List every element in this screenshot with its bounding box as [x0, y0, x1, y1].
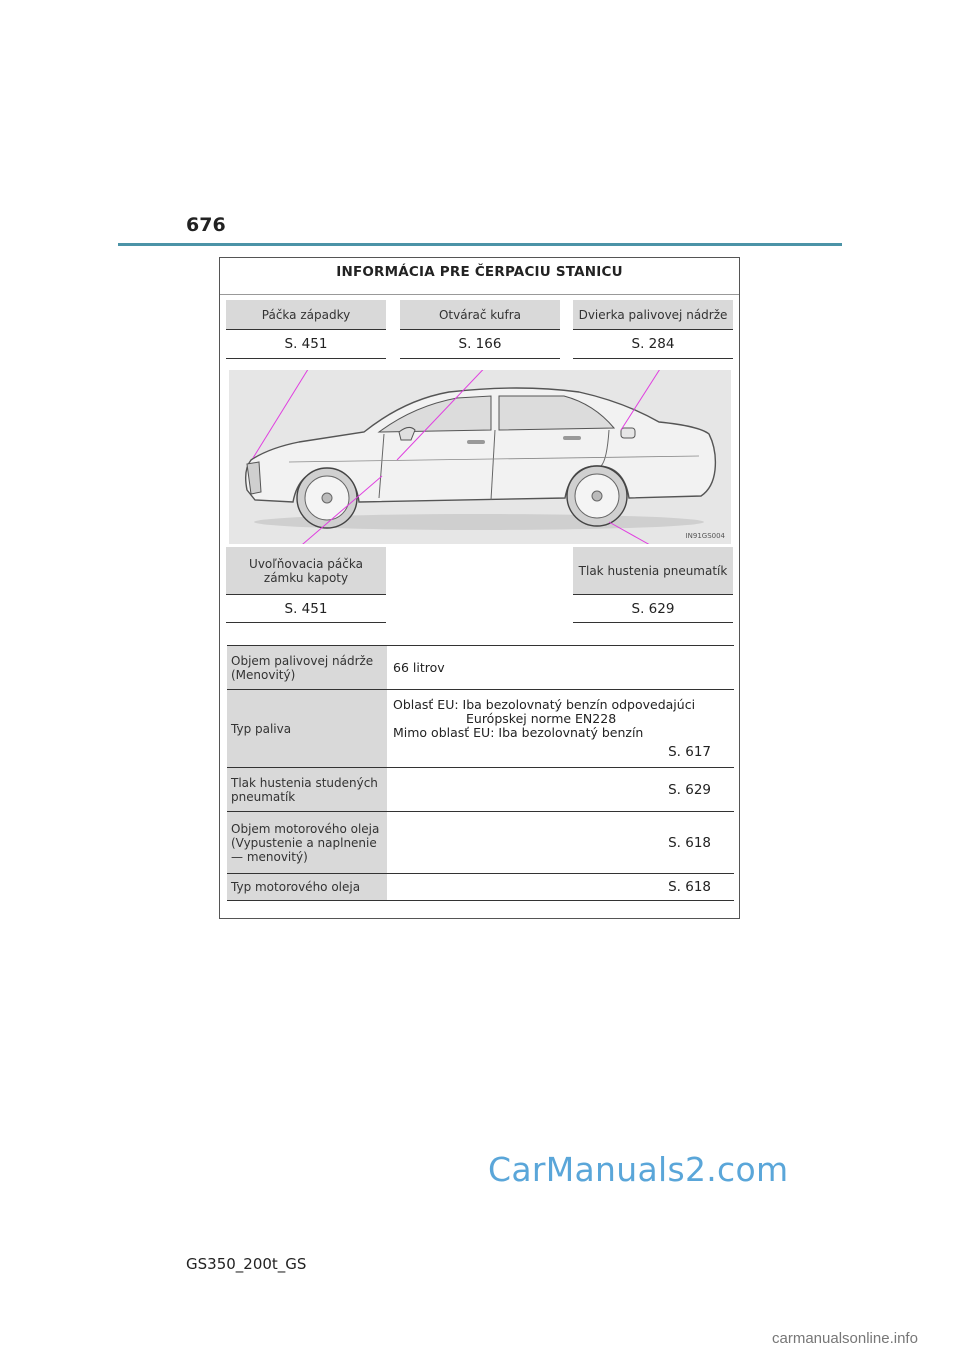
figure-code: IN91GS004 — [685, 532, 725, 540]
callout-label-line: zámku kapoty — [263, 570, 349, 585]
spec-label: Typ motorového oleja — [227, 874, 387, 900]
header-rule — [118, 243, 842, 246]
callout-label — [226, 547, 386, 595]
footer-source-site: carmanualsonline.info — [772, 1330, 918, 1347]
callout-page-ref: S. 166 — [400, 330, 560, 359]
spec-value-line: Mimo oblasť EU: Iba bezolovnatý benzín — [393, 725, 644, 740]
spec-label — [227, 812, 387, 873]
callout-hood-release-lever — [226, 547, 386, 623]
car-svg — [229, 370, 731, 544]
spec-label-line: pneumatík — [231, 789, 296, 804]
spec-label-line: (Menovitý) — [231, 667, 296, 682]
spec-page-ref: S. 617 — [668, 744, 711, 760]
table-row — [227, 767, 734, 811]
spec-page-ref: S. 618 — [668, 834, 711, 851]
spec-label — [227, 768, 387, 811]
car-side-illustration — [229, 370, 731, 544]
callout-page-ref: S. 451 — [226, 330, 386, 359]
spec-page-ref: S. 629 — [668, 781, 711, 798]
spec-page-ref: S. 618 — [668, 879, 711, 895]
spec-table — [227, 645, 734, 901]
callout-fuel-door — [573, 300, 733, 359]
table-row — [227, 873, 734, 901]
callout-label-line: Uvoľňovacia páčka — [249, 556, 363, 571]
box-title: INFORMÁCIA PRE ČERPACIU STANICU — [336, 264, 623, 280]
fuel-station-info-box — [219, 257, 740, 919]
callout-label: Páčka západky — [226, 300, 386, 330]
spec-value-line: Európskej norme EN228 — [466, 711, 617, 726]
spec-value — [387, 812, 734, 873]
callout-label: Dvierka palivovej nádrže — [573, 300, 733, 330]
table-row — [227, 811, 734, 873]
spec-label — [227, 646, 387, 689]
table-row — [227, 645, 734, 689]
table-row — [227, 689, 734, 767]
title-divider — [220, 294, 739, 295]
spec-label-line: — menovitý) — [231, 849, 308, 864]
spec-value — [387, 874, 734, 900]
callout-page-ref: S. 284 — [573, 330, 733, 359]
callout-tire-pressure — [573, 547, 733, 623]
spec-label: Typ paliva — [227, 690, 387, 767]
footer-model-code: GS350_200t_GS — [186, 1255, 307, 1273]
spec-label-line: Objem palivovej nádrže — [231, 653, 374, 668]
spec-value: 66 litrov — [393, 659, 445, 675]
callout-label: Tlak hustenia pneumatík — [573, 547, 733, 595]
spec-label-line: (Vypustenie a naplnenie — [231, 835, 377, 850]
callout-label: Otvárač kufra — [400, 300, 560, 330]
spec-label-line: Tlak hustenia studených — [231, 775, 378, 790]
spec-value — [387, 690, 734, 767]
spec-value — [387, 768, 734, 811]
page-number: 676 — [186, 214, 226, 236]
callout-page-ref: S. 451 — [226, 595, 386, 623]
callout-hood-latch-lever — [226, 300, 386, 359]
watermark-logo: CarManuals2.com — [488, 1150, 789, 1189]
spec-value-line: Oblasť EU: Iba bezolovnatý benzín odpovedajúci — [393, 697, 696, 712]
spec-label-line: Objem motorového oleja — [231, 821, 380, 836]
callout-trunk-opener — [400, 300, 560, 359]
callout-page-ref: S. 629 — [573, 595, 733, 623]
